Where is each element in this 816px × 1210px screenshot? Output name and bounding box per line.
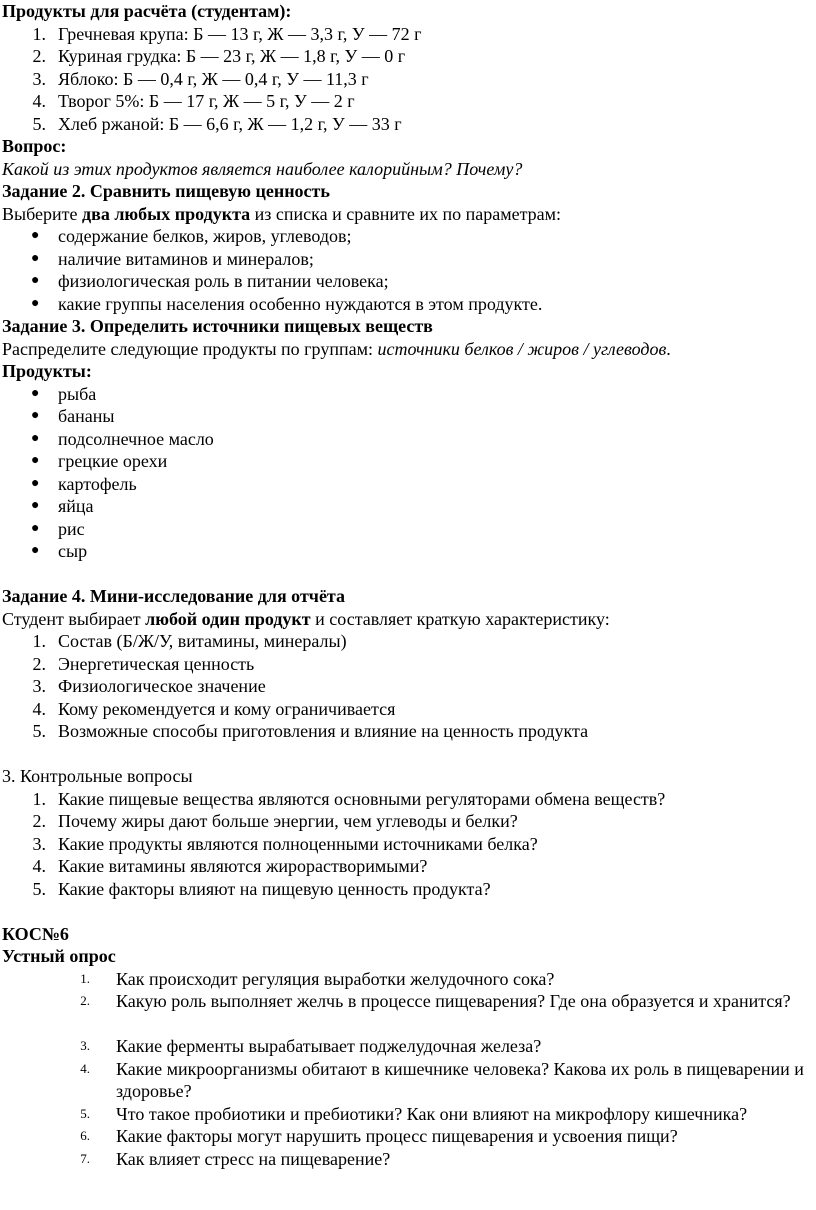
list-item: 4. Какие витамины являются жирорастворимыми? [32, 856, 428, 876]
list-item: ● яйца [31, 496, 94, 516]
list-item: 4. Творог 5%: Б — 17 г, Ж — 5 г, У — 2 г [32, 91, 355, 111]
task2-heading: Задание 2. Сравнить пищевую ценность [2, 181, 330, 201]
list-item: 7. Как влияет стресс на пищеварение? [80, 1148, 391, 1169]
list-item: 5. Хлеб ржаной: Б — 6,6 г, Ж — 1,2 г, У — 33 г [32, 113, 402, 134]
bullet-icon: ● [31, 475, 40, 491]
list-item: ● физиологическая роль в питании человека; [31, 271, 389, 291]
list-item: ● грецкие орехи [31, 451, 168, 471]
list-item: 2. Куриная грудка: Б — 23 г, Ж — 1,8 г, У — 0 г [32, 46, 406, 66]
spacer [0, 563, 816, 586]
task3-intro: Распределите следующие продукты по группам: источники белков / жиров / углеводов. [2, 338, 671, 359]
task3-products [0, 383, 816, 563]
list-item: 2. Энергетическая ценность [32, 653, 255, 674]
products-heading: Продукты для расчёта (студентам): [2, 1, 292, 21]
bullet-icon: ● [31, 273, 40, 288]
bullet-icon: ● [31, 453, 40, 468]
kos6-heading: КОС№6 [2, 923, 69, 944]
kos6-list [0, 968, 816, 1171]
products-list [0, 23, 816, 136]
list-item: 4. Какие микроорганизмы обитают в кишечнике человека? Какова их роль в пищеварении и здоровье? [80, 1058, 804, 1101]
list-item: ● подсолнечное масло [31, 428, 214, 449]
bullet-icon: ● [31, 498, 40, 513]
list-item: 6. Какие факторы могут нарушить процесс пищеварения и усвоения пищи? [80, 1126, 678, 1146]
bullet-icon: ● [31, 520, 40, 536]
bullet-icon: ● [31, 250, 40, 266]
list-item: 5. Возможные способы приготовления и влияние на ценность продукта [32, 721, 589, 741]
question-label: Вопрос: [2, 136, 67, 156]
kos6-subheading: Устный опрос [2, 946, 116, 966]
question-text: Какой из этих продуктов является наиболее калорийным? Почему? [2, 158, 523, 179]
list-item: 5. Что такое пробиотики и пребиотики? Как они влияют на микрофлору кишечника? [80, 1103, 748, 1124]
list-item: 3. Физиологическое значение [32, 676, 266, 696]
control-heading: 3. Контрольные вопросы [2, 766, 193, 786]
bullet-icon: ● [31, 295, 40, 311]
list-item: ● картофель [31, 473, 137, 494]
list-item: 3. Какие ферменты вырабатывает поджелудочная железа? [80, 1036, 542, 1056]
list-item: ● наличие витаминов и минералов; [31, 248, 314, 269]
task4-list [0, 630, 816, 743]
list-item: 3. Какие продукты являются полноценными источниками белка? [32, 833, 538, 854]
bullet-icon: ● [31, 408, 40, 423]
task4-heading: Задание 4. Мини-исследование для отчёта [2, 586, 345, 606]
list-item: 4. Кому рекомендуется и кому ограничивается [32, 698, 396, 719]
list-item: ● какие группы населения особенно нуждаются в этом продукте. [31, 293, 543, 314]
list-item: ● рис [31, 518, 85, 539]
list-item: ● сыр [31, 541, 88, 561]
list-item: 3. Яблоко: Б — 0,4 г, Ж — 0,4 г, У — 11,3 г [32, 68, 369, 89]
list-item: 5. Какие факторы влияют на пищевую ценность продукта? [32, 878, 491, 899]
list-item: ● бананы [31, 406, 115, 426]
list-item: 1. Состав (Б/Ж/У, витамины, минералы) [32, 631, 347, 651]
list-item: ● содержание белков, жиров, углеводов; [31, 226, 352, 246]
list-item: 2. Почему жиры дают больше энергии, чем углеводы и белки? [32, 811, 518, 831]
list-item: 1. Какие пищевые вещества являются основными регуляторами обмена веществ? [32, 788, 666, 809]
bullet-icon: ● [31, 228, 40, 243]
list-item: 1. Гречневая крупа: Б — 13 г, Ж — 3,3 г, У — 72 г [32, 23, 422, 44]
bullet-icon: ● [31, 385, 40, 401]
task4-intro: Студент выбирает любой один продукт и составляет краткую характеристику: [2, 608, 610, 629]
list-item: 1. Как происходит регуляция выработки желудочного сока? [80, 968, 555, 989]
control-list [0, 788, 816, 901]
task2-bullets [0, 225, 816, 315]
spacer [0, 743, 816, 766]
bullet-icon: ● [31, 430, 40, 446]
task2-intro: Выберите два любых продукта из списка и сравните их по параметрам: [2, 203, 562, 224]
list-item: 2. Какую роль выполняет желчь в процессе пищеварения? Где она образуется и хранится? [80, 991, 791, 1011]
bullet-icon: ● [31, 543, 40, 558]
list-item: ● рыба [31, 383, 97, 404]
task3-heading: Задание 3. Определить источники пищевых веществ [2, 316, 433, 336]
task3-products-label: Продукты: [2, 361, 92, 381]
spacer [0, 900, 816, 923]
